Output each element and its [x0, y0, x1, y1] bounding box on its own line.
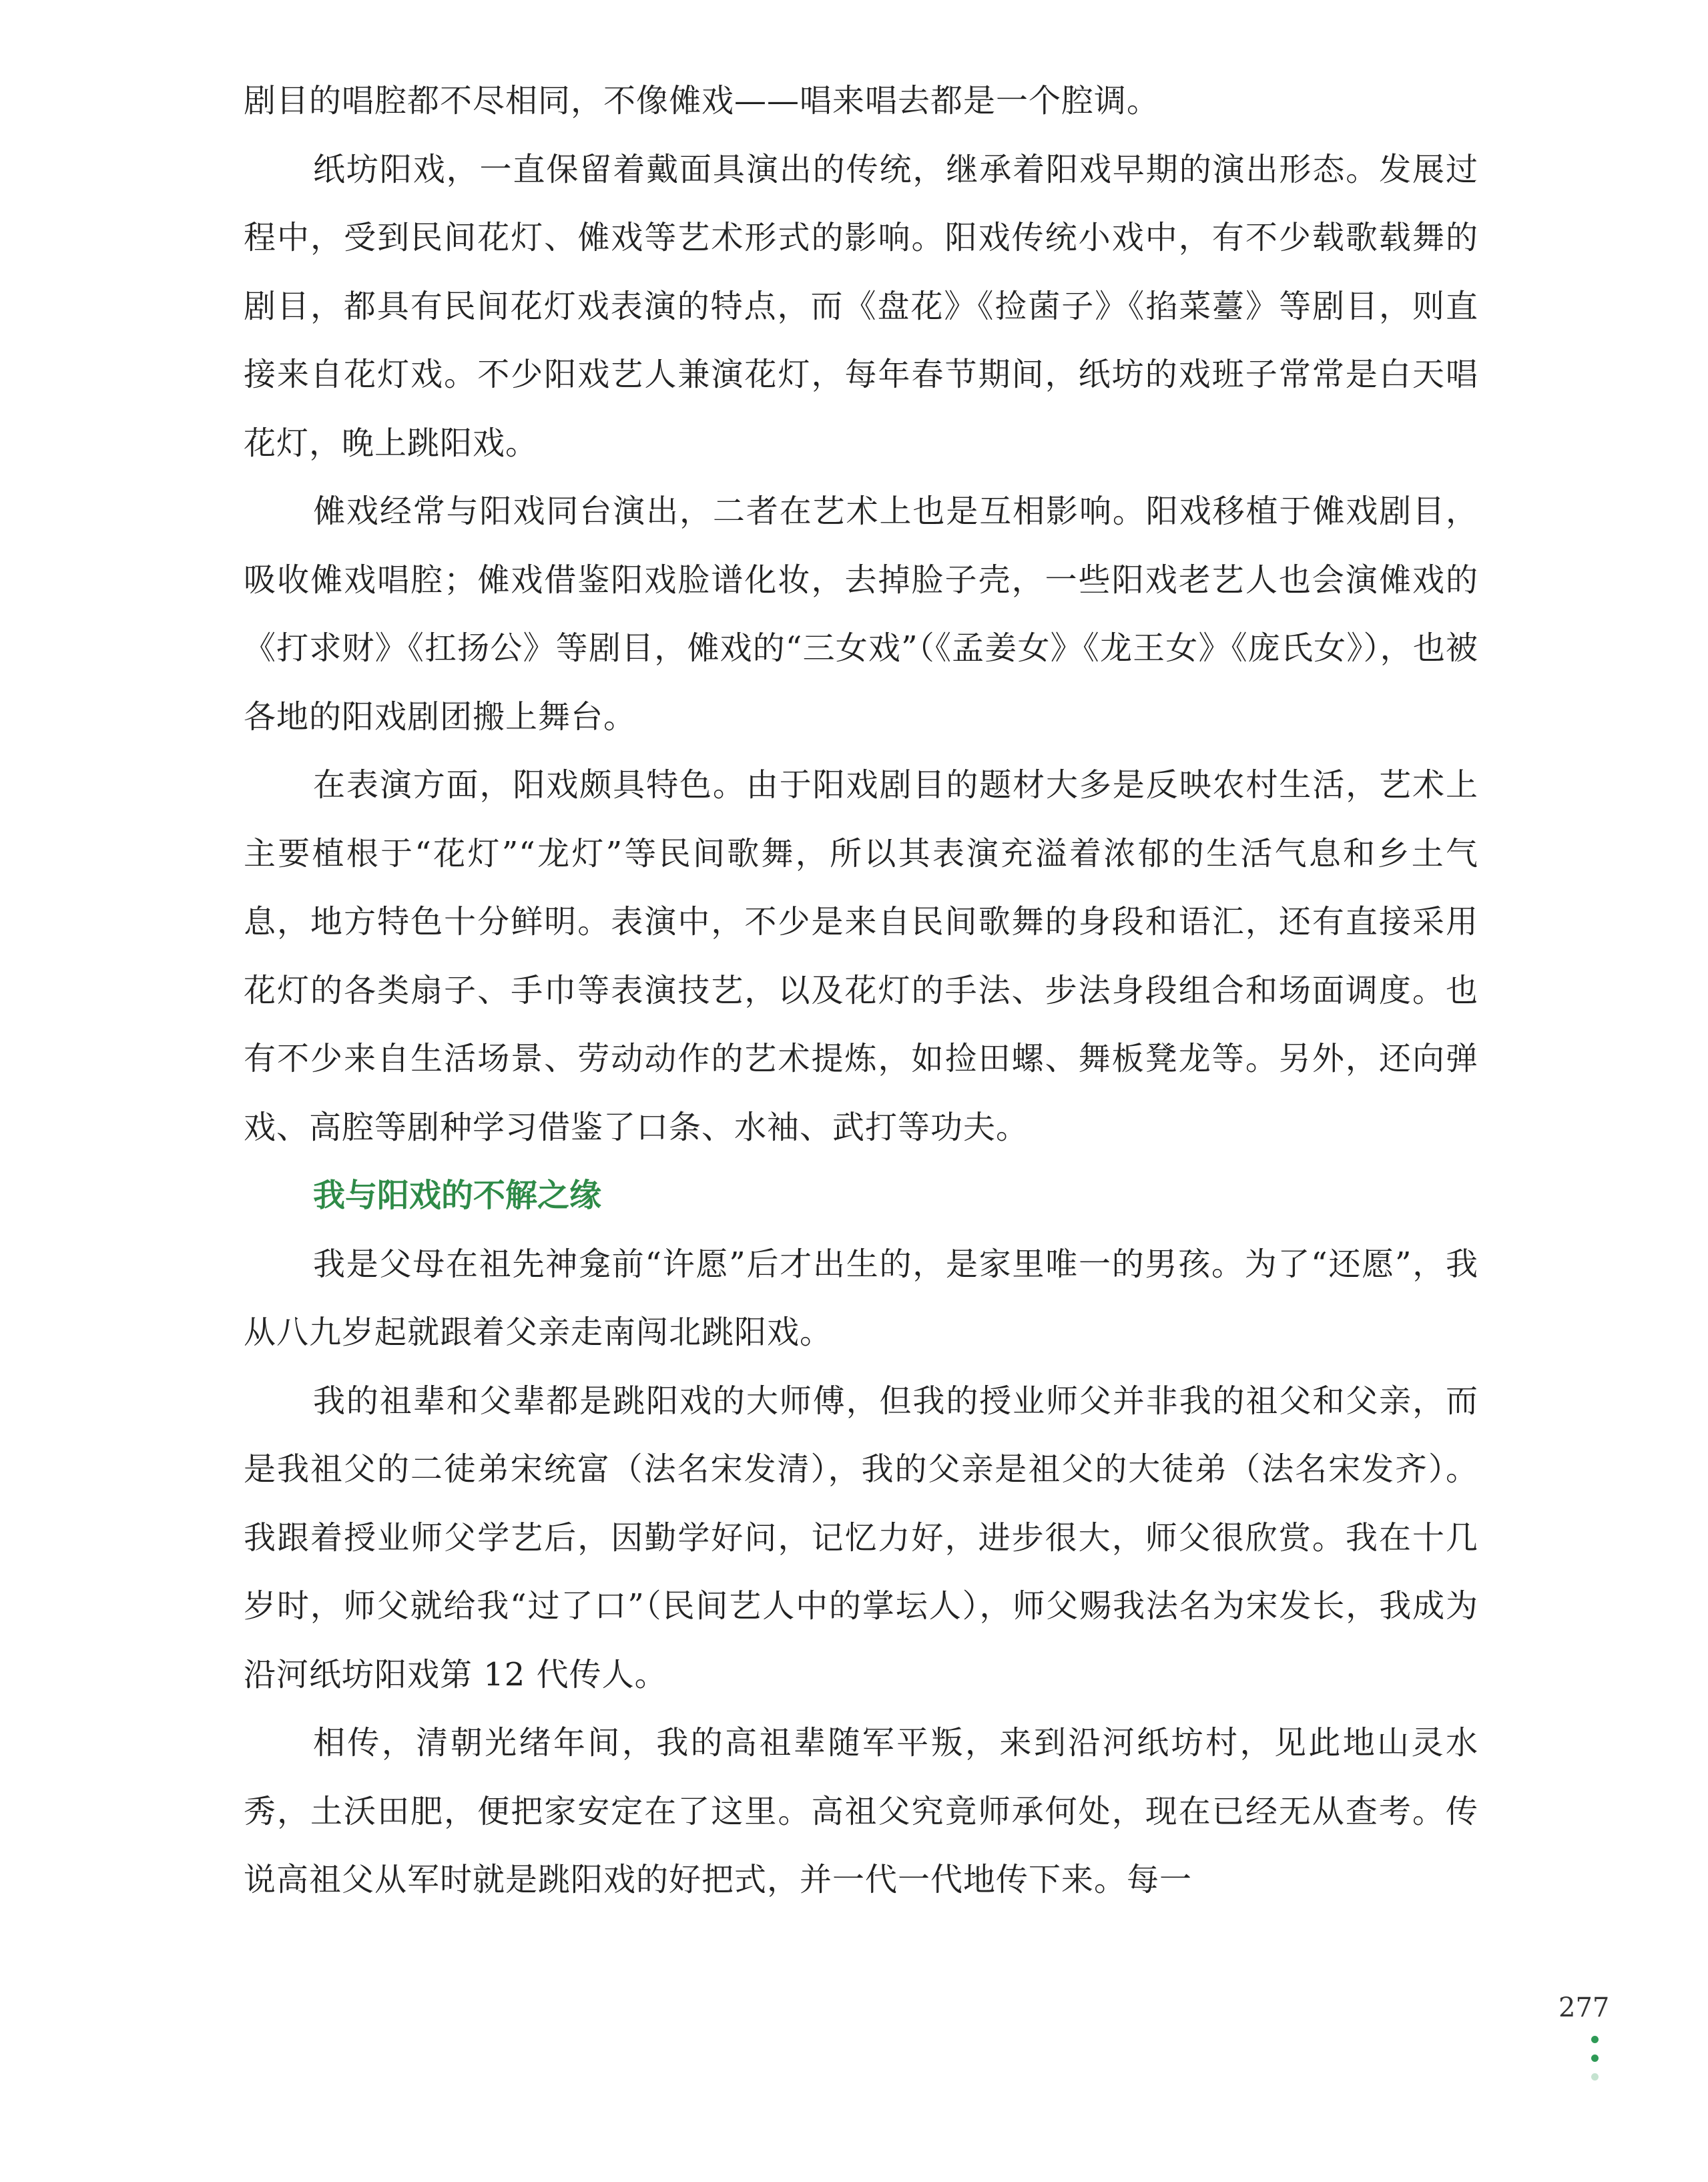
paragraph: 我是父母在祖先神龛前“许愿”后才出生的，是家里唯一的男孩。为了“还愿”，我从八九岁起就跟着父亲走南闯北跳阳戏。	[244, 1245, 1478, 1351]
paragraph: 在表演方面，阳戏颇具特色。由于阳戏剧目的题材大多是反映农村生活，艺术上主要植根于“花灯”“龙灯”等民间歌舞，所以其表演充溢着浓郁的生活气息和乡土气息，地方特色十分鲜明。表演中，不少是来自民间歌舞的身段和语汇，还有直接采用花灯的各类扇子、手巾等表演技艺，以及花灯的手法、步法身段组合和场面调度。也有不少来自生活场景、劳动动作的艺术提炼，如捡田螺、舞板凳龙等。另外，还向弹戏、高腔等剧种学习借鉴了口条、水袖、武打等功夫。	[244, 766, 1478, 1146]
page-marker-dots-icon	[1591, 2036, 1599, 2096]
paragraph-continuation: 剧目的唱腔都不尽相同，不像傩戏——唱来唱去都是一个腔调。	[244, 82, 1160, 119]
dot-icon	[1591, 2036, 1599, 2043]
dot-icon	[1591, 2055, 1599, 2062]
dot-icon	[1591, 2073, 1599, 2081]
paragraph: 纸坊阳戏，一直保留着戴面具演出的传统，继承着阳戏早期的演出形态。发展过程中，受到民间花灯、傩戏等艺术形式的影响。阳戏传统小戏中，有不少载歌载舞的剧目，都具有民间花灯戏表演的特点，而《盘花》《捡菌子》《掐菜薹》等剧目，则直接来自花灯戏。不少阳戏艺人兼演花灯，每年春节期间，纸坊的戏班子常常是白天唱花灯，晚上跳阳戏。	[244, 150, 1478, 462]
page-body	[244, 67, 1478, 1914]
paragraph: 相传，清朝光绪年间，我的高祖辈随军平叛，来到沿河纸坊村，见此地山灵水秀，土沃田肥，便把家安定在了这里。高祖父究竟师承何处，现在已经无从查考。传说高祖父从军时就是跳阳戏的好把式，并一代一代地传下来。每一	[244, 1724, 1478, 1898]
paragraph: 我的祖辈和父辈都是跳阳戏的大师傅，但我的授业师父并非我的祖父和父亲，而是我祖父的二徒弟宋统富（法名宋发清），我的父亲是祖父的大徒弟（法名宋发齐）。我跟着授业师父学艺后，因勤学好问，记忆力好，进步很大，师父很欣赏。我在十几岁时，师父就给我“过了口”（民间艺人中的掌坛人），师父赐我法名为宋发长，我成为沿河纸坊阳戏第 12 代传人。	[244, 1382, 1478, 1693]
page-number: 277	[1558, 1992, 1610, 2023]
running-header-fragment	[808, 0, 1008, 7]
paragraph: 傩戏经常与阳戏同台演出，二者在艺术上也是互相影响。阳戏移植于傩戏剧目，吸收傩戏唱腔；傩戏借鉴阳戏脸谱化妆，去掉脸子壳，一些阳戏老艺人也会演傩戏的《打求财》《扛扬公》等剧目，傩戏的“三女戏”（《孟姜女》《龙王女》《庞氏女》），也被各地的阳戏剧团搬上舞台。	[244, 493, 1478, 736]
section-heading: 我与阳戏的不解之缘	[313, 1177, 602, 1214]
